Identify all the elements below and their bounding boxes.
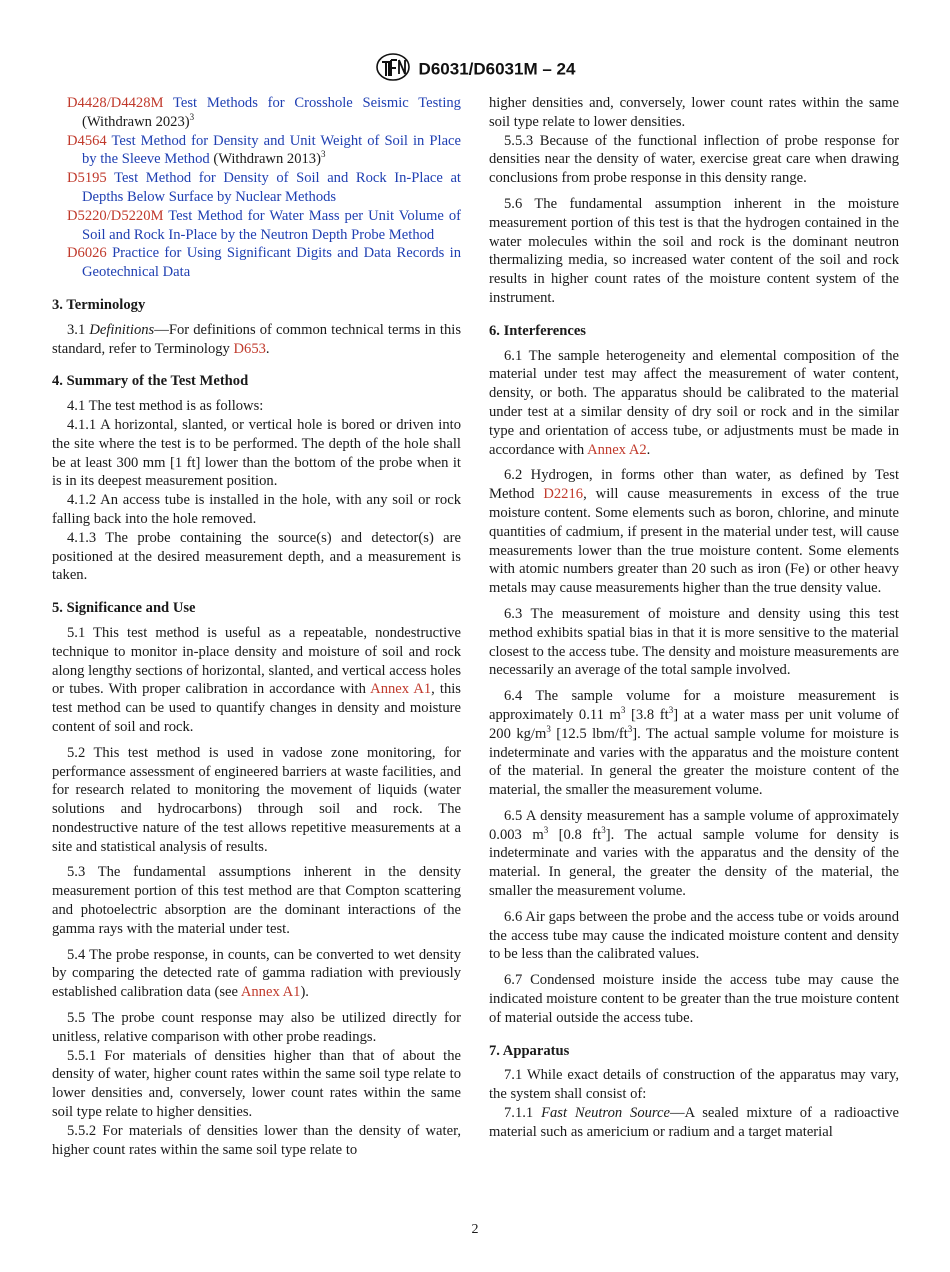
link-annex-a1[interactable]: Annex A1 — [240, 984, 301, 1001]
paragraph-3-1: 3.1 Definitions—For definitions of common technical terms in this standard, refer to Terminology D653. — [52, 321, 462, 357]
right-column — [489, 94, 899, 1142]
paragraph-6-7: 6.7 Condensed moisture inside the access tube may cause the indicated moisture content to be greater than the true moisture content of material outside the access tube. — [489, 972, 899, 1026]
paragraph-5-5-3: 5.5.3 Because of the functional inflection of probe response for densities near the density of water, exercise great care when drawing conclusions from probe response in this density range. — [489, 132, 899, 187]
page-header — [0, 52, 950, 87]
link-d2216[interactable]: D2216 — [543, 486, 584, 503]
reference-d4428: D4428/D4428M Test Methods for Crosshole Seismic Testing (Withdrawn 2023)$^3$ — [67, 95, 461, 130]
reference-d5220 — [52, 207, 461, 245]
reference-title[interactable]: Test Methods for Crosshole Seismic Testing — [172, 95, 461, 111]
standard-designation: D6031/D6031M – 24 — [418, 59, 576, 79]
paragraph-5-4: 5.4 The probe response, in counts, can be converted to wet density by comparing the detected rate of gamma radiation with previously established calibration data (see Annex A1). — [52, 946, 461, 1001]
paragraph-5-5-2: 5.5.2 For materials of densities lower than the density of water, higher count rates within the same soil type relate to — [52, 1122, 461, 1158]
paragraph-7-1-1: 7.1.1 Fast Neutron Source—A sealed mixture of a radioactive material such as americium or radium and a target material — [489, 1105, 899, 1140]
paragraph-5-5-2-continued: higher densities and, conversely, lower count rates within the same soil type relate to lower densities. — [489, 95, 899, 130]
reference-d4564: D4564 Test Method for Density and Unit Weight of Soil in Place by the Sleeve Method (Withdrawn 2013)$^3$ — [67, 132, 461, 168]
reference-code[interactable]: D6026 — [67, 245, 107, 262]
reference-d5195 — [52, 169, 461, 207]
reference-title[interactable]: Test Method for Density and Unit Weight of Soil in Place by the Sleeve Method — [82, 132, 461, 168]
link-annex-a2[interactable]: Annex A2 — [587, 441, 647, 458]
section-heading-summary: 4. Summary of the Test Method — [52, 373, 249, 390]
reference-note: (Withdrawn 2013) — [213, 151, 321, 168]
reference-code[interactable]: D4428/D4428M — [67, 95, 164, 111]
paragraph-4-1: 4.1 The test method is as follows: — [67, 398, 264, 415]
paragraph-5-1: 5.1 This test method is useful as a repeatable, nondestructive technique to monitor in-place density and moisture of soil and rock along lengthy sections of horizontal, slanted, and vertical access holes or tubes. With proper calibration in accordance with Annex A1, this test method can be used to quantify changes in density and moisture content of soil and rock. — [52, 624, 461, 735]
paragraph-5-3: 5.3 The fundamental assumptions inherent in the density measurement portion of this test method are that Compton scattering and photoelectric absorption are the dominant interactions of the gamma rays with the material under test. — [52, 864, 461, 937]
paragraph-5-2: 5.2 This test method is used in vadose zone monitoring, for performance assessment of engineered barriers at waste facilities, and for research related to monitoring the movement of liquids (water solutions and hydrocarbons) through soil and rock. The nondestructive nature of the test allows repetitive measurements at a site and statistical analysis of results. — [52, 744, 461, 855]
paragraph-6-3: 6.3 The measurement of moisture and density using this test method exhibits spatial bias in that it is more sensitive to the material closest to the access tube. The density and moisture measurements are necessarily an average of the total sample involved. — [489, 605, 899, 679]
paragraph-5-6: 5.6 The fundamental assumption inherent in the moisture measurement portion of this test is that the hydrogen contained in the water molecules within the soil and rock is the dominant neutron thermalizing media, so increased water content of the soil and rock results in higher count rates of the moisture content system of the instrument. — [489, 195, 899, 306]
section-heading-significance: 5. Significance and Use — [52, 600, 196, 617]
section-heading-terminology: 3. Terminology — [52, 296, 146, 313]
link-d653[interactable]: D653 — [233, 340, 266, 357]
reference-code[interactable]: D5195 — [67, 170, 107, 187]
link-annex-a1[interactable]: Annex A1 — [370, 681, 432, 698]
reference-note: (Withdrawn 2023) — [82, 113, 190, 130]
reference-d6026 — [52, 244, 461, 282]
paragraph-5-5: 5.5 The probe count response may also be utilized directly for unitless, relative comparison with other probe readings. — [52, 1010, 461, 1045]
reference-title[interactable]: Practice for Using Significant Digits and Data Records in Geotechnical Data — [82, 245, 462, 281]
left-column — [52, 94, 461, 1159]
reference-title[interactable]: Test Method for Water Mass per Unit Volume of Soil and Rock In-Place by the Neutron Depth Probe Method — [82, 207, 461, 243]
astm-logo-icon — [375, 52, 411, 87]
section-heading-apparatus: 7. Apparatus — [489, 1042, 570, 1059]
paragraph-6-2: 6.2 Hydrogen, in forms other than water, as defined by Test Method D2216, will cause measurements in excess of the true moisture content. Some elements such as boron, chlorine, and minute quantities of cadmium, if present in the material under test, will cause measurements lower than the true moisture content. Some elements with atomic numbers greater than 20 such as iron (Fe) or other heavy metals may cause measurements higher than the true density value. — [489, 467, 899, 597]
paragraph-7-1: 7.1 While exact details of construction of the apparatus may vary, the system shall consist of: — [489, 1067, 899, 1103]
reference-code[interactable]: D5220/D5220M — [67, 207, 164, 224]
paragraph-6-1: 6.1 The sample heterogeneity and elemental composition of the material under test may affect the measurement of water content, density, or both. The apparatus should be calibrated to the material under test at a similar density of dry soil or rock and in the similar type and orientation of access tube, or adjustments must be made in accordance with Annex A2. — [489, 347, 899, 458]
reference-title[interactable]: Test Method for Density of Soil and Rock In-Place at Depths Below Surface by Nuclear Methods — [82, 170, 461, 205]
paragraph-6-4: 6.4 The sample volume for a moisture measurement is approximately 0.11 $m^3$ [3.8 $ft^3$] at a water mass per unit volume of 200 $kg/m^3$ [12.5 lbm/$ft^3$]. The actual sample volume for moisture is indeterminate and varies with the apparatus and the moisture content of the material. In general the greater the moisture content of the material, the smaller the measurement volume. — [489, 688, 899, 799]
page-number: 2 — [471, 1222, 479, 1237]
paragraph-4-1-2: 4.1.2 An access tube is installed in the hole, with any soil or rock falling back into the hole removed. — [52, 492, 461, 527]
section-heading-interferences: 6. Interferences — [489, 322, 586, 339]
paragraph-4-1-3: 4.1.3 The probe containing the source(s) and detector(s) are positioned at the desired measurement depth, and a measurement is taken. — [52, 529, 461, 584]
paragraph-5-5-1: 5.5.1 For materials of densities higher than that of about the density of water, higher count rates within the same soil type relate to lower densities and, conversely, lower count rates within the same soil type relate to higher densities. — [52, 1047, 461, 1121]
paragraph-4-1-1: 4.1.1 A horizontal, slanted, or vertical hole is bored or driven into the site where the test is to be performed. The depth of the hole shall be at least 300 mm [1 ft] lower than the bottom of the probe when it is in its deepest measurement position. — [52, 416, 461, 490]
paragraph-6-5: 6.5 A density measurement has a sample volume of approximately 0.003 $m^3$ [0.8 $ft^3$]. The actual sample volume for density is indeterminate and varies with the apparatus and the density of the material. In general, the greater the density of the material, the smaller the measurement volume. — [489, 807, 899, 900]
paragraph-6-6: 6.6 Air gaps between the probe and the access tube or voids around the access tube may cause the indicated moisture content and density to be less than the calibrated values. — [489, 908, 899, 963]
reference-code[interactable]: D4564 — [67, 132, 107, 149]
